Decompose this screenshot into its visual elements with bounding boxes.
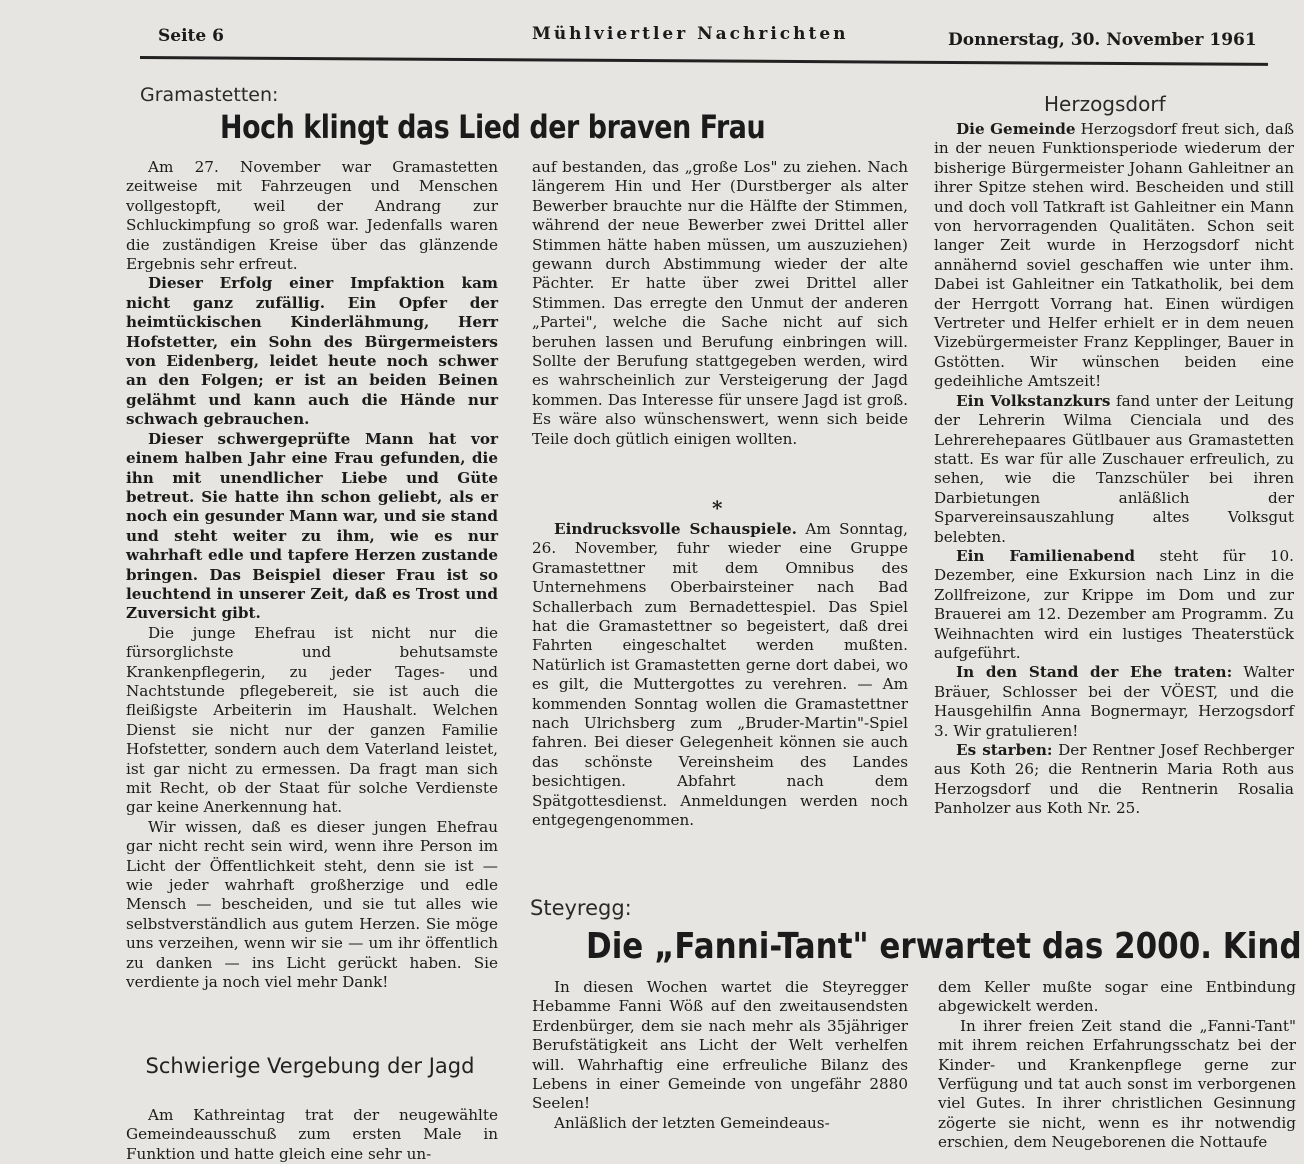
section-star: *	[712, 496, 723, 520]
paragraph-text: Der Rentner Josef Rechberger aus Koth 26; die Rentnerin Maria Roth aus Herzogsdorf und die Rentnerin Rosalia Panholzer aus Koth Nr. 25.	[934, 741, 1294, 818]
paragraph-lead: Es starben:	[956, 741, 1053, 759]
article2-paragraph	[934, 120, 1294, 392]
article3-paragraph: In ihrer freien Zeit stand die „Fanni-Tant" mit ihrem reichen Erfahrungsschatz bei der Kinder- und Krankenpflege gerne zur Verfügung und tat auch sonst im verborgenen viel Gutes. In ihrer christlichen Gesinnung zögerte sie nicht, wenn es ihr notwendig erschien, dem Neugeborenen die Nottaufe	[938, 1016, 1296, 1152]
newspaper-title: Mühlviertler Nachrichten	[532, 24, 849, 44]
article1-paragraph: Am Kathreintag trat der neugewählte Gemeindeausschuß zum ersten Male in Funktion und hatte gleich eine sehr un-	[126, 1106, 498, 1163]
article2-paragraph	[934, 663, 1294, 741]
paragraph-lead: Eindrucksvolle Schauspiele.	[554, 520, 797, 538]
article1-column2-b	[532, 520, 908, 831]
paragraph-text: steht für 10. Dezember, eine Exkursion nach Linz in die Zollfreizone, zur Krippe im Dom und zur Brauerei am 12. Dezember am Programm. Zu Weihnachten wird ein lustiges Theaterstück aufgeführt.	[934, 546, 1294, 662]
article1-paragraph: Am 27. November war Gramastetten zeitweise mit Fahrzeugen und Menschen vollgestopft, weil der Andrang zur Schluckimpfung so groß war. Jedenfalls waren die zuständigen Kreise über das glänzende Ergebnis sehr erfreut.	[126, 158, 498, 274]
article1-locality: Gramastetten:	[140, 84, 279, 106]
paragraph-lead: In den Stand der Ehe traten:	[956, 663, 1233, 682]
article1-column1-continued	[126, 1106, 498, 1164]
article2-paragraph	[934, 392, 1294, 547]
article2-paragraph	[934, 741, 1294, 819]
article3-locality: Steyregg:	[530, 896, 632, 920]
issue-date: Donnerstag, 30. November 1961	[948, 30, 1257, 50]
page-number: Seite 6	[158, 26, 224, 46]
article2-locality: Herzogsdorf	[1044, 92, 1166, 116]
article3-headline: Die „Fanni-Tant" erwartet das 2000. Kind	[586, 926, 1302, 967]
article1-paragraph	[532, 520, 908, 831]
page-header	[158, 20, 1268, 56]
article1-paragraph: auf bestanden, das „große Los" zu ziehen. Nach längerem Hin und Her (Durstberger als alter Bewerber brauchte nur die Hälfte der Stimmen, während der neue Bewerber zwei Drittel aller Stimmen hätte haben müssen, um auszuziehen) gewann durch Abstimmung wieder der alte Pächter. Er hatte über zwei Drittel aller Stimmen. Das erregte den Unmut der anderen „Partei", welche die Sache nicht auf sich beruhen lassen und Berufung einbringen will. Sollte der Berufung stattgegeben werden, wird es wahrscheinlich zur Versteigerung der Jagd kommen. Das Interesse für unsere Jagd ist groß. Es wäre also wünschenswert, wenn sich beide Teile doch gütlich einigen wollten.	[532, 158, 908, 448]
article2-column	[934, 120, 1294, 819]
article1-paragraph: Dieser Erfolg einer Impfaktion kam nicht ganz zufällig. Ein Opfer der heimtückischen Kinderlähmung, Herr Hofstetter, ein Sohn des Bürgermeisters von Eidenberg, leidet heute noch schwer an den Folgen; er ist an beiden Beinen gelähmt und kann auch die Hände nur schwach gebrauchen.	[126, 274, 498, 429]
article1-headline: Hoch klingt das Lied der braven Frau	[220, 108, 766, 146]
article1-paragraph: Wir wissen, daß es dieser jungen Ehefrau gar nicht recht sein wird, wenn ihre Person im Licht der Öffentlichkeit steht, denn sie ist — wie jeder wahrhaft großherzige und edle Mensch — bescheiden, und sie tut alles wie selbstverständlich aus gutem Herzen. Sie möge uns verzeihen, wenn wir sie — um ihr öffentlich zu danken — ins Licht gerückt haben. Sie verdiente ja noch viel mehr Dank!	[126, 817, 498, 992]
header-rule	[140, 56, 1268, 66]
paragraph-text: Walter Bräuer, Schlosser bei der VÖEST, und die Hausgehilfin Anna Bognermayr, Herzogsdorf 3. Wir gratulieren!	[934, 663, 1294, 740]
article3-paragraph: dem Keller mußte sogar eine Entbindung abgewickelt werden.	[938, 978, 1296, 1016]
article3-paragraph: Anläßlich der letzten Gemeindeaus-	[554, 1113, 830, 1132]
paragraph-lead: Ein Familienabend	[956, 546, 1135, 565]
article1-column1	[126, 158, 498, 992]
article1-paragraph: Die junge Ehefrau ist nicht nur die fürsorglichste und behutsamste Krankenpflegerin, zu jeder Tages- und Nachtstunde pflegebereit, sie ist auch die fleißigste Arbeiterin im Haushalt. Welchen Dienst sie nicht nur der ganzen Familie Hofstetter, sondern auch dem Vaterland leistet, ist gar nicht zu ermessen. Da fragt man sich mit Recht, ob der Staat für solche Verdienste gar keine Anerkennung hat.	[126, 623, 498, 817]
article3-column1	[532, 978, 908, 1133]
article1-paragraph: Dieser schwergeprüfte Mann hat vor einem halben Jahr eine Frau gefunden, die ihn mit unendlicher Liebe und Güte betreut. Sie hatte ihn schon geliebt, als er noch ein gesunder Mann war, und sie stand und steht weiter zu ihm, wie es nur wahrhaft edle und tapfere Herzen zustande bringen. Das Beispiel dieser Frau ist so leuchtend in unserer Zeit, daß es Trost und Zuversicht gibt.	[126, 429, 498, 623]
paragraph-text: Herzogsdorf freut sich, daß in der neuen Funktionsperiode wiederum der bisherige Bürgermeister Johann Gahleitner an ihrer Spitze stehen wird. Bescheiden und still und doch voll Tatkraft ist Gahleitner ein Mann von hervorragenden Qualitäten. Schon seit langer Zeit wurde in Herzogsdorf nicht annähernd soviel geschaffen wie unter ihm. Dabei ist Gahleitner ein Tatkatholik, bei dem der Herrgott Vorrang hat. Einen würdigen Vertreter und Helfer erhielt er in dem neuen Vizebürgermeister Franz Kepplinger, Bauer in Gstötten. Wir wünschen beiden eine gedeihliche Amtszeit!	[934, 120, 1294, 391]
article1-column2	[532, 158, 908, 449]
paragraph-text: fand unter der Leitung der Lehrerin Wilma Cienciala und des Lehrerehepaares Gütlbauer aus Gramastetten statt. Es war für alle Zuschauer erfreulich, zu sehen, wie die Tanzschüler bei ihren Darbietungen anläßlich der Sparvereinsauszahlung altes Volksgut belebten.	[934, 391, 1294, 546]
article3-column2	[938, 978, 1296, 1153]
paragraph-text: Am Sonntag, 26. November, fuhr wieder eine Gruppe Gramastettner mit dem Omnibus des Unternehmens Oberbairsteiner nach Bad Schallerbach zum Bernadettespiel. Das Spiel hat die Gramastettner so begeistert, daß drei Fahrten eingeschaltet werden mußten. Natürlich ist Gramastetten gerne dort dabei, wo es gilt, die Muttergottes zu verehren. — Am kommenden Sonntag wollen die Gramastettner nach Ulrichsberg zum „Bruder-Martin"-Spiel fahren. Bei dieser Gelegenheit können sie auch das schönste Vereinsheim des Landes besichtigen. Abfahrt nach dem Spätgottesdienst. Anmeldungen werden noch entgegengenommen.	[532, 520, 908, 830]
article2-paragraph	[934, 547, 1294, 663]
article3-paragraph: In diesen Wochen wartet die Steyregger Hebamme Fanni Wöß auf den zweitausendsten Erdenbürger, dem sie nach mehr als 35jähriger Berufstätigkeit ans Licht der Welt verhelfen will. Wahrhaftig eine erfreuliche Bilanz des Lebens in einer Gemeinde von ungefähr 2880 Seelen!	[532, 978, 908, 1113]
paragraph-lead: Ein Volkstanzkurs	[956, 391, 1111, 410]
paragraph-lead: Die Gemeinde	[956, 120, 1076, 138]
article1-subhead: Schwierige Vergebung der Jagd	[145, 1054, 475, 1078]
